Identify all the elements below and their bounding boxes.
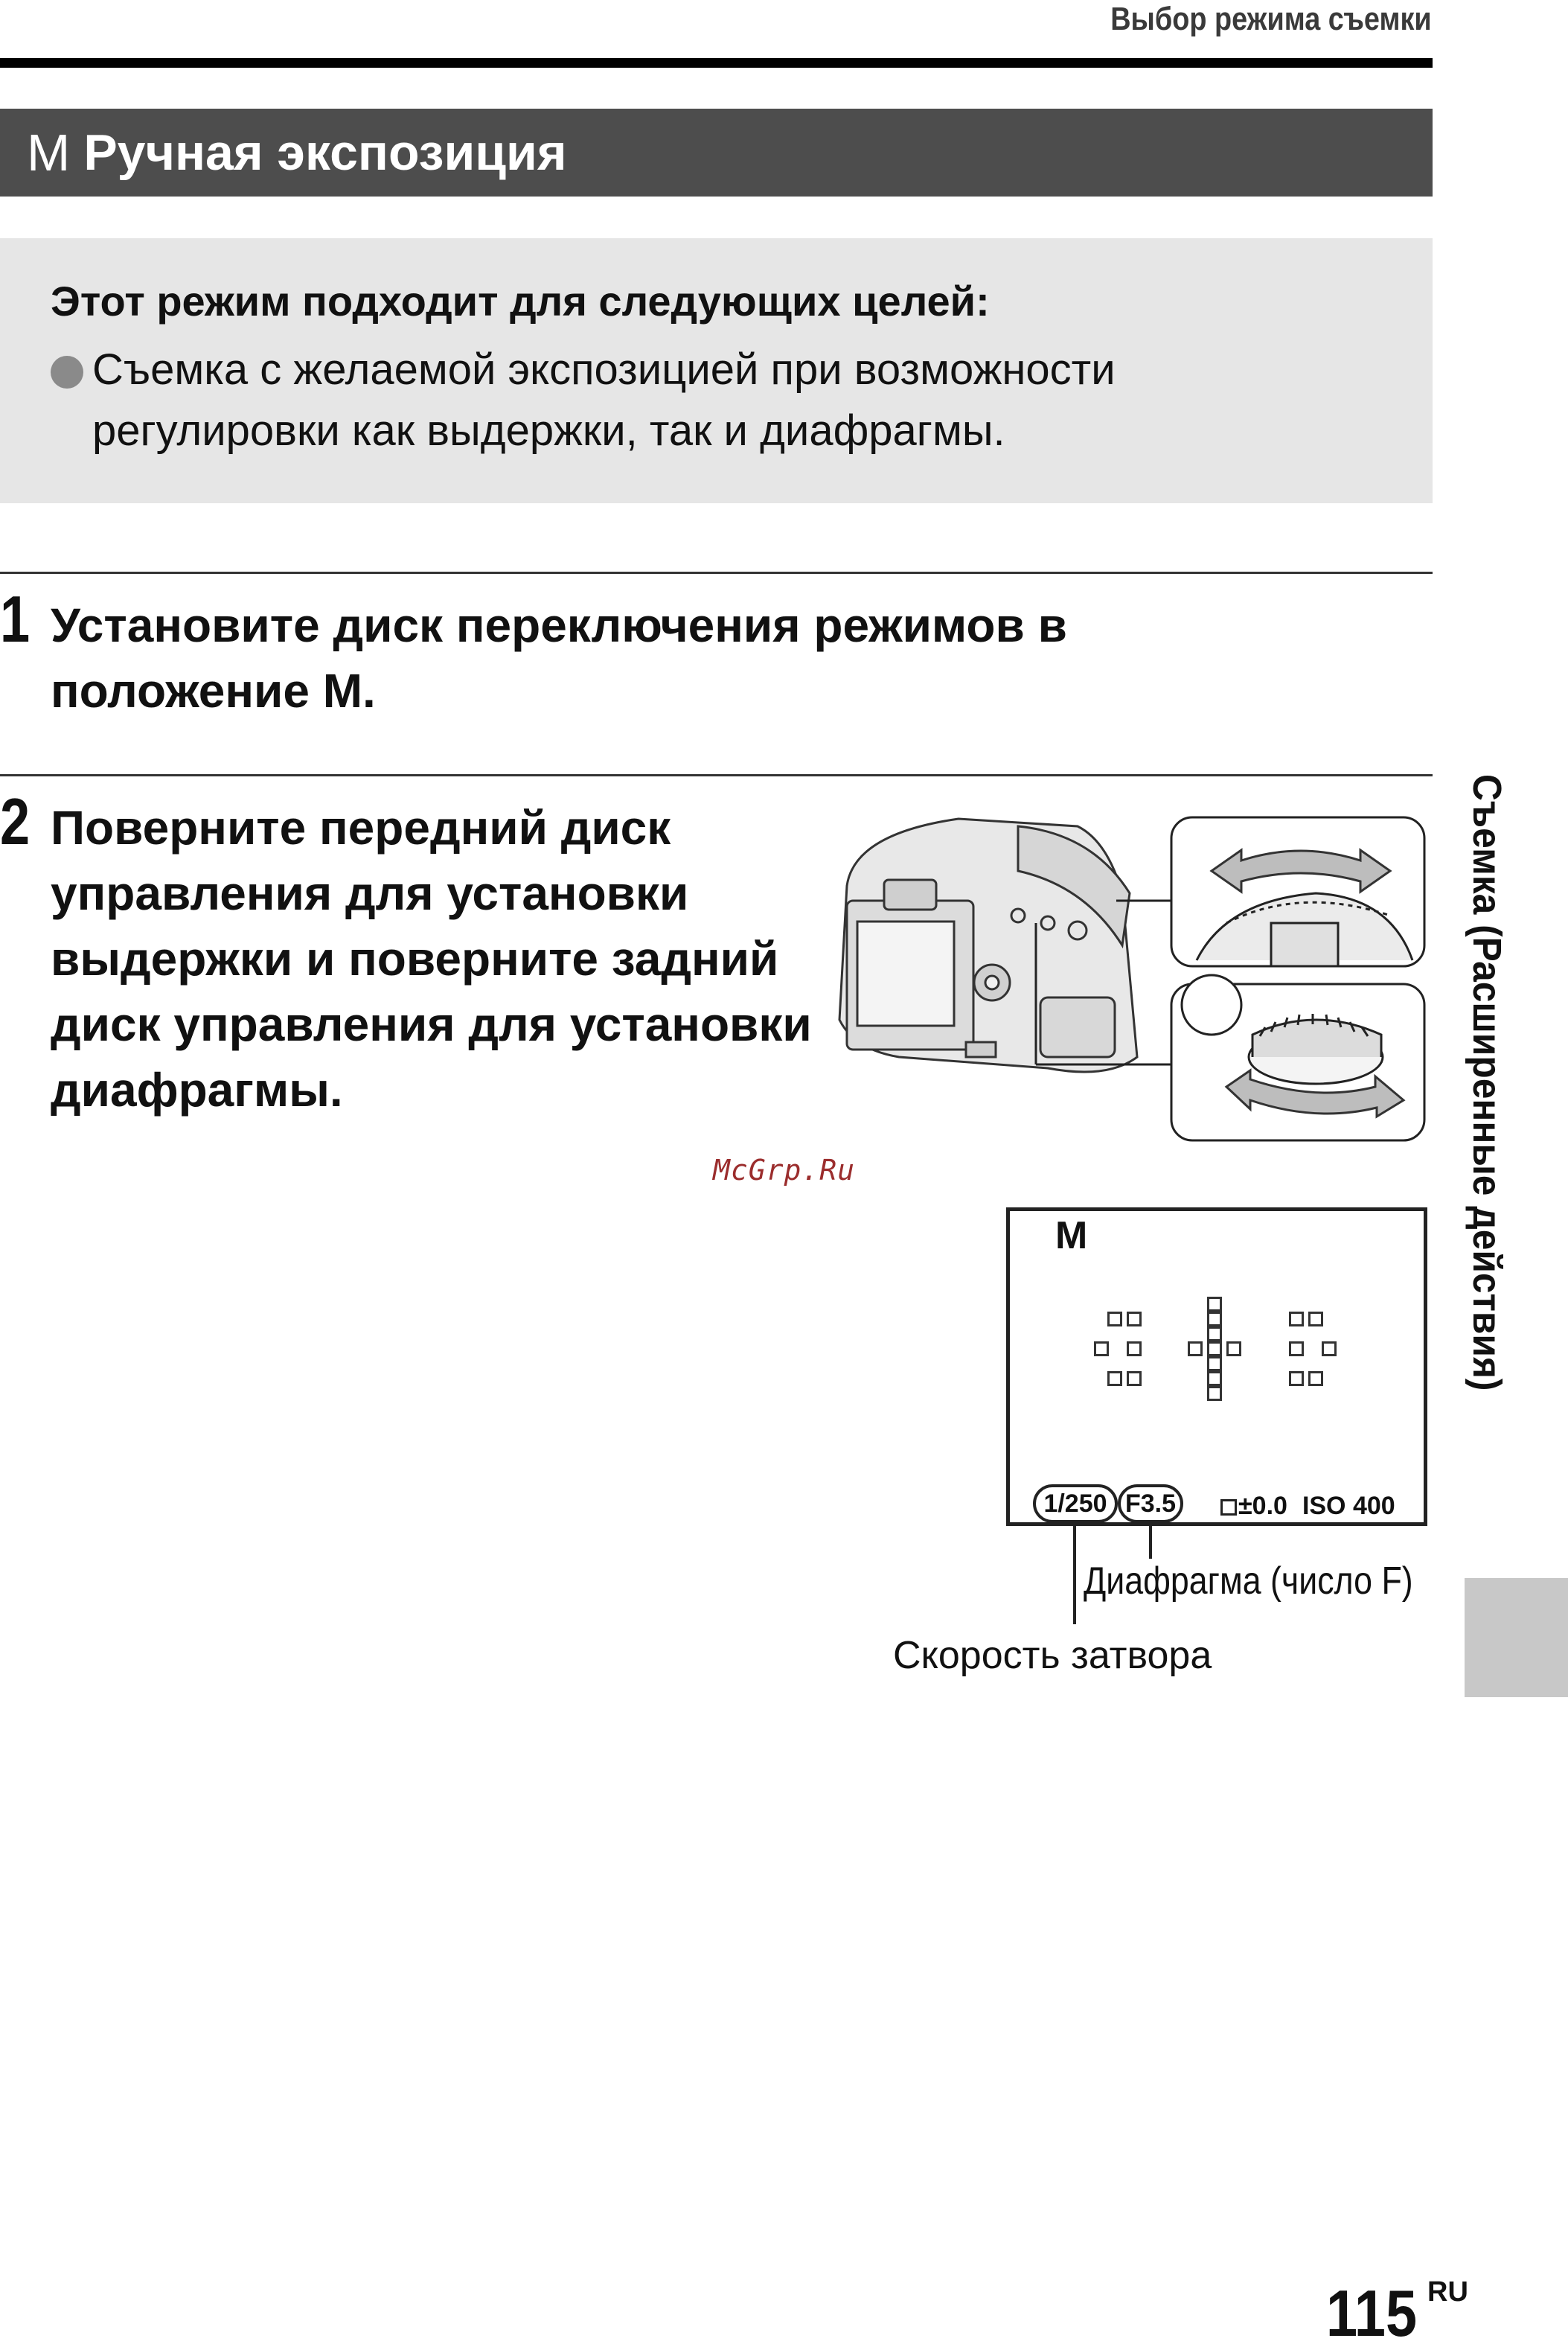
- af-point: [1127, 1371, 1142, 1386]
- af-point: [1322, 1341, 1337, 1356]
- af-point: [1289, 1371, 1304, 1386]
- shutter-label: Скорость затвора: [893, 1634, 1212, 1677]
- step-divider: [0, 572, 1433, 574]
- af-point: [1127, 1312, 1142, 1326]
- page-number-suffix: RU: [1427, 2276, 1468, 2308]
- af-point: [1127, 1341, 1142, 1356]
- rear-dial-inset: [1171, 975, 1424, 1140]
- callout-line: [1149, 1523, 1152, 1559]
- af-point: [1107, 1371, 1122, 1386]
- af-point: [1207, 1356, 1222, 1371]
- af-point: [1289, 1341, 1304, 1356]
- page-title: Ручная экспозиция: [83, 124, 567, 181]
- shutter-speed-readout: 1/250: [1033, 1484, 1118, 1523]
- camera-illustration: [825, 811, 1435, 1146]
- step-number: 2: [0, 785, 31, 858]
- af-point: [1308, 1371, 1323, 1386]
- exposure-comp-value: ±0.0: [1238, 1492, 1287, 1520]
- front-dial-inset: [1171, 817, 1424, 966]
- af-point: [1226, 1341, 1241, 1356]
- af-point: [1289, 1312, 1304, 1326]
- lcd-mode-indicator: M: [1055, 1214, 1088, 1257]
- exposure-comp-icon: [1220, 1499, 1237, 1516]
- iso-value: ISO 400: [1302, 1492, 1395, 1520]
- af-point: [1107, 1312, 1122, 1326]
- aperture-label: Диафрагма (число F): [1084, 1559, 1413, 1603]
- watermark: McGrp.Ru: [713, 1154, 856, 1187]
- section-title: Выбор режима съемки: [1110, 1, 1432, 37]
- bullet-icon: [51, 356, 83, 389]
- step-text: Установите диск переключения режимов в положение M.: [51, 598, 1067, 718]
- mode-letter: M: [27, 124, 71, 182]
- exposure-readout: [1220, 1492, 1395, 1521]
- af-point: [1308, 1312, 1323, 1326]
- title-bar: [0, 109, 1433, 197]
- side-tab-label: Съемка (Расширенные действия): [1465, 774, 1509, 1391]
- header-rule: [0, 58, 1433, 68]
- camera-body-icon: [839, 819, 1137, 1072]
- aperture-readout: F3.5: [1118, 1484, 1183, 1523]
- af-point: [1207, 1386, 1222, 1401]
- step-text: Поверните передний диск управления для установки выдержки и поверните задний диск управления для установки диафрагмы.: [51, 801, 812, 1117]
- purpose-heading: Этот режим подходит для следующих целей:: [51, 278, 990, 325]
- purpose-bullet-text: Съемка с желаемой экспозицией при возможности регулировки как выдержки, так и диафрагмы.: [92, 345, 1116, 455]
- callout-line: [1073, 1523, 1076, 1624]
- step-divider: [0, 774, 1433, 776]
- af-point: [1207, 1326, 1222, 1341]
- af-point: [1207, 1297, 1222, 1312]
- side-tab-marker: [1465, 1578, 1568, 1697]
- af-point: [1207, 1341, 1222, 1356]
- af-point: [1207, 1371, 1222, 1386]
- af-point: [1188, 1341, 1203, 1356]
- step-number: 1: [0, 582, 31, 656]
- af-point: [1094, 1341, 1109, 1356]
- page-number: 115: [1326, 2276, 1418, 2350]
- af-point: [1207, 1312, 1222, 1326]
